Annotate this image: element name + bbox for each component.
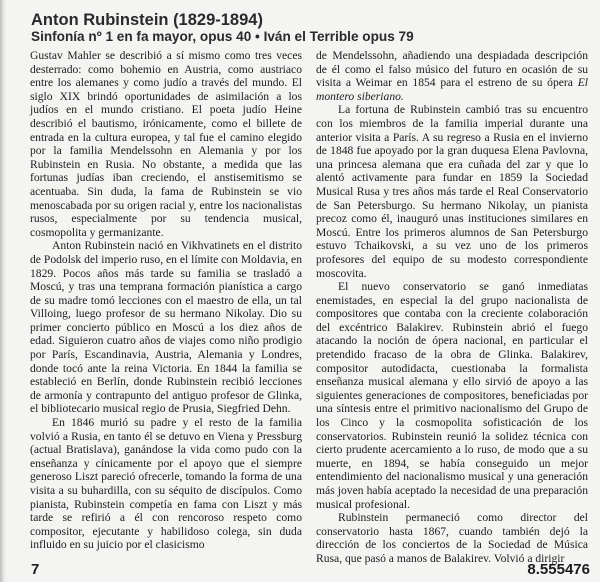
opera-title: El montero siberiano. [316,76,588,103]
paragraph: Gustav Mahler se describió a sí mismo como tres veces desterrado: como bohemio en Austria, como austriaco entre los alemanes y como judío a través del mundo. El siglo XIX brindó oportunidades de asimilación a los judíos en el mundo cristiano. El poeta judío Heine describió el bautismo, irónicamente, como el billete de entrada en la cultura europea, y tal fue el camino elegido por la familia Mendelssohn en Alemania y por los Rubinstein en Rusia. No obstante, a medida que las fortunas judías iban creciendo, el anstisemitismo se acentuaba. Sin duda, la fama de Rubinstein se vio menoscabada por su origen racial y, entre los nacionalistas rusos, especialmente por su tendencia musical, cosmopolita y germanizante. [30,49,302,239]
right-column [316,49,588,566]
catalog-number: 8.555476 [527,561,590,578]
left-column [30,49,302,552]
paragraph-text: de Mendelssohn, añadiendo una despiadada descripción de él como el falso músico del futuro en ocasión de su visita a Weimar en 1854 para el estreno de su ópera [316,49,588,90]
paragraph [316,49,588,103]
page-title: Anton Rubinstein (1829-1894) [31,11,263,29]
paragraph: La fortuna de Rubinstein cambió tras su encuentro con los miembros de la familia imperial durante una anterior visita a París. A su regreso a Rusia en el invierno de 1848 fue apoyado por la gran duquesa Elena Pavlovna, una princesa alemana que era cuñada del zar y que lo alentó activamente para fundar en 1859 la Sociedad Musical Rusa y tres años más tarde el Real Conservatorio de San Petersburgo. Su hermano Nikolay, un pianista precoz como él, inauguró unas instituciones similares en Moscú. Entre los primeros alumnos de San Petersburgo estuvo Tchaikovski, a su vez uno de los primeros profesores del equipo de su modesto correspondiente moscovita. [316,103,588,280]
paragraph: El nuevo conservatorio se ganó inmediatas enemistades, en especial la del grupo nacionalista de compositores que contaba con la creciente colaboración del excéntrico Balakirev. Rubinstein abrió el fuego atacando la noción de ópera nacional, en particular el pretendido fracaso de la obra de Glinka. Balakirev, compositor autodidacta, cuestionaba la formalista enseñanza musical alemana y ello sirvió de apoyo a las siguientes generaciones de compositores, beneficiadas por una síntesis entre el primitivo nacionalismo del Grupo de los Cinco y la cosmopolita sofisticación de los conservatorios. Rubinstein reunió la solidez técnica con cierto prudente acercamiento a lo ruso, de modo que a su muerte, en 1894, se había conseguido un mejor entendimiento del nacionalismo musical y una generación más joven había aceptado la necesidad de una preparación musical profesional. [316,280,588,511]
page-binding-edge [0,0,6,582]
paragraph: Anton Rubinstein nació en Vikhvatinets en el distrito de Podolsk del imperio ruso, en el límite con Moldavia, en 1829. Pocos años más tarde su familia se trasladó a Moscú, y tras una temprana formación pianística a cargo de su madre tomó lecciones con el maestro de ella, un tal Villoing, luego profesor de su hermano Nikolay. Dio su primer concierto público en Moscú a los diez años de edad. Siguieron cuatro años de viajes como niño prodigio por París, Escandinavia, Austria, Alemania y Londres, donde tocó ante la reina Victoria. En 1844 la familia se estableció en Berlín, donde Rubinstein recibió lecciones de armonía y contrapunto del antiguo profesor de Glinka, el bibliotecario musical regio de Prusia, Siegfried Dehn. [30,239,302,416]
page-subtitle: Sinfonía nº 1 en fa mayor, opus 40 • Iván el Terrible opus 79 [31,29,414,44]
paragraph: Rubinstein permaneció como director del conservatorio hasta 1867, cuando también dejó la dirección de los conciertos de la Sociedad de Música Rusa, que pasó a manos de Balakirev. Volvió a dirigir [316,511,588,565]
paragraph: En 1846 murió su padre y el resto de la familia volvió a Rusia, en tanto él se detuvo en Viena y Pressburg (actual Bratislava), ganándose la vida como pudo con la enseñanza y cínicamente por el apoyo que el siempre generoso Liszt pareció ofrecerle, tomando la forma de una visita a su buhardilla, con su séquito de discípulos. Como pianista, Rubinstein competía en fama con Liszt y más tarde se refirió a él con rencoroso respeto como compositor, ejecutante y habilidoso colega, sin duda influido en su juicio por el clasicismo [30,416,302,552]
page-number: 7 [31,561,40,578]
page-header [31,11,591,45]
